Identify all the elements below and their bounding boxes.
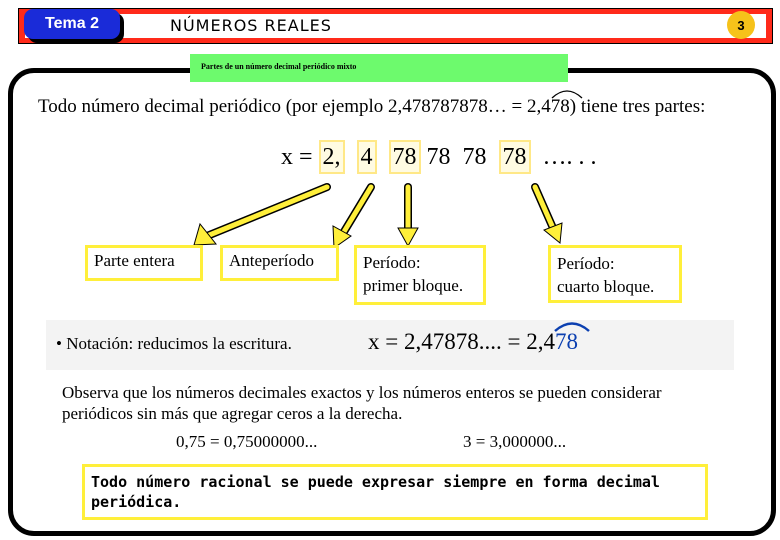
- label-first-block: [354, 245, 486, 305]
- example-integer: 3 = 3,000000...: [463, 432, 567, 451]
- arrow-to-fourth-block-icon: [535, 187, 562, 243]
- observation-paragraph: Observa que los números decimales exactos y los números enteros se pueden considerar periódicos sin más que agregar ceros a la derecha.: [62, 383, 662, 423]
- eq-block-3: 78: [462, 144, 487, 170]
- notation-eq-repeat: [555, 329, 578, 355]
- label-fourth-block-line2: cuarto bloque.: [557, 277, 655, 296]
- eq-ellipsis: …. . .: [542, 144, 597, 170]
- intro-before: Todo número decimal periódico (por ejemplo 2,478787878… = 2,4: [38, 96, 551, 117]
- eq-lhs: x =: [281, 144, 319, 170]
- notation-equation: [368, 329, 578, 355]
- page-number-badge: 3: [727, 11, 755, 39]
- eq-first-block: 78: [389, 140, 421, 174]
- example-exact-decimal: 0,75 = 0,75000000...: [176, 432, 318, 451]
- notation-eq-before: x = 2,47878.... = 2,4: [368, 329, 555, 354]
- intro-after: ) tiene tres partes:: [569, 96, 706, 117]
- label-integer-text: Parte entera: [94, 251, 175, 270]
- label-first-block-line1: Período:: [363, 253, 421, 272]
- arrow-to-preperiod-icon: [333, 187, 371, 248]
- section-title: Partes de un número decimal periódico mixto: [201, 62, 357, 71]
- intro-repeat-digits: 78: [550, 96, 570, 117]
- label-preperiod-text: Anteperíodo: [229, 251, 314, 270]
- eq-block-2: 78: [426, 144, 451, 170]
- notation-eq-repeat-digits: 78: [554, 329, 578, 354]
- arrow-to-integer-icon: [194, 187, 327, 245]
- arrow-to-first-block-icon: [398, 187, 418, 246]
- label-preperiod: [220, 245, 339, 281]
- eq-integer: 2,: [319, 140, 345, 174]
- label-integer-part: [85, 245, 203, 281]
- eq-last-block: 78: [499, 140, 531, 174]
- period-arc-icon: [553, 320, 591, 332]
- label-fourth-block: [548, 245, 682, 303]
- label-fourth-block-line1: Período:: [557, 254, 615, 273]
- conclusion-box: Todo número racional se puede expresar siempre en forma decimal periódica.: [82, 464, 708, 520]
- notation-text: • Notación: reducimos la escritura.: [56, 334, 292, 353]
- label-first-block-line2: primer bloque.: [363, 276, 464, 295]
- tema-badge[interactable]: Tema 2: [24, 9, 120, 39]
- page-title: NÚMEROS REALES: [170, 16, 332, 35]
- eq-preperiod: 4: [357, 140, 377, 174]
